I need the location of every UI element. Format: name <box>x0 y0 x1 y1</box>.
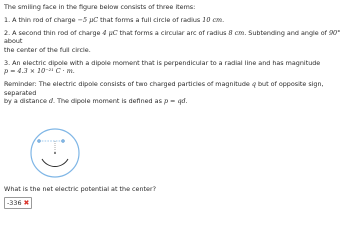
item-3: 3. An electric dipole with a dipole moment that is perpendicular to a radial line and has magnitude <box>4 58 321 67</box>
item-2: 2. A second thin rod of charge 4 μC that forms a circular arc of radius 8 cm. Subtending and angle of 90° about <box>4 28 341 46</box>
answer-input[interactable] <box>4 197 32 209</box>
radius-1: 10 cm <box>202 15 223 24</box>
charge-2: 4 μC <box>102 28 118 37</box>
arc-angle: 90° <box>328 28 341 37</box>
item-1: 1. A thin rod of charge −5 μC that forms a full circle of radius 10 cm. <box>4 15 225 24</box>
arc-charge-smile <box>42 159 68 167</box>
intro-text: The smiling face in the figure below consists of three items: <box>4 3 196 11</box>
radius-2: 8 cm <box>228 28 245 37</box>
dipole-positive-charge <box>62 140 65 143</box>
item-3-moment: p = 4.3 × 10⁻²¹ C · m. <box>4 67 75 76</box>
reminder-line-2: by a distance d. The dipole moment is defined as p = qd. <box>4 97 188 106</box>
problem-text <box>4 3 346 106</box>
dipole-moment: p = 4.3 × 10⁻²¹ C · m <box>4 67 73 76</box>
charge-1: −5 μC <box>77 15 99 24</box>
dipole-negative-charge <box>38 140 41 143</box>
dipole-formula: p = qd <box>163 97 186 106</box>
center-point <box>54 152 56 154</box>
question-text: What is the net electric potential at the center? <box>4 185 156 193</box>
answer-value[interactable]: -336 <box>7 198 22 207</box>
item-2-line-2: the center of the full circle. <box>4 45 91 54</box>
reminder-line-1: Reminder: The electric dipole consists of two charged particles of magnitude q but of opposite sign, separated <box>4 80 324 97</box>
incorrect-icon: ✖ <box>23 198 30 207</box>
smiley-face-figure <box>22 127 92 179</box>
